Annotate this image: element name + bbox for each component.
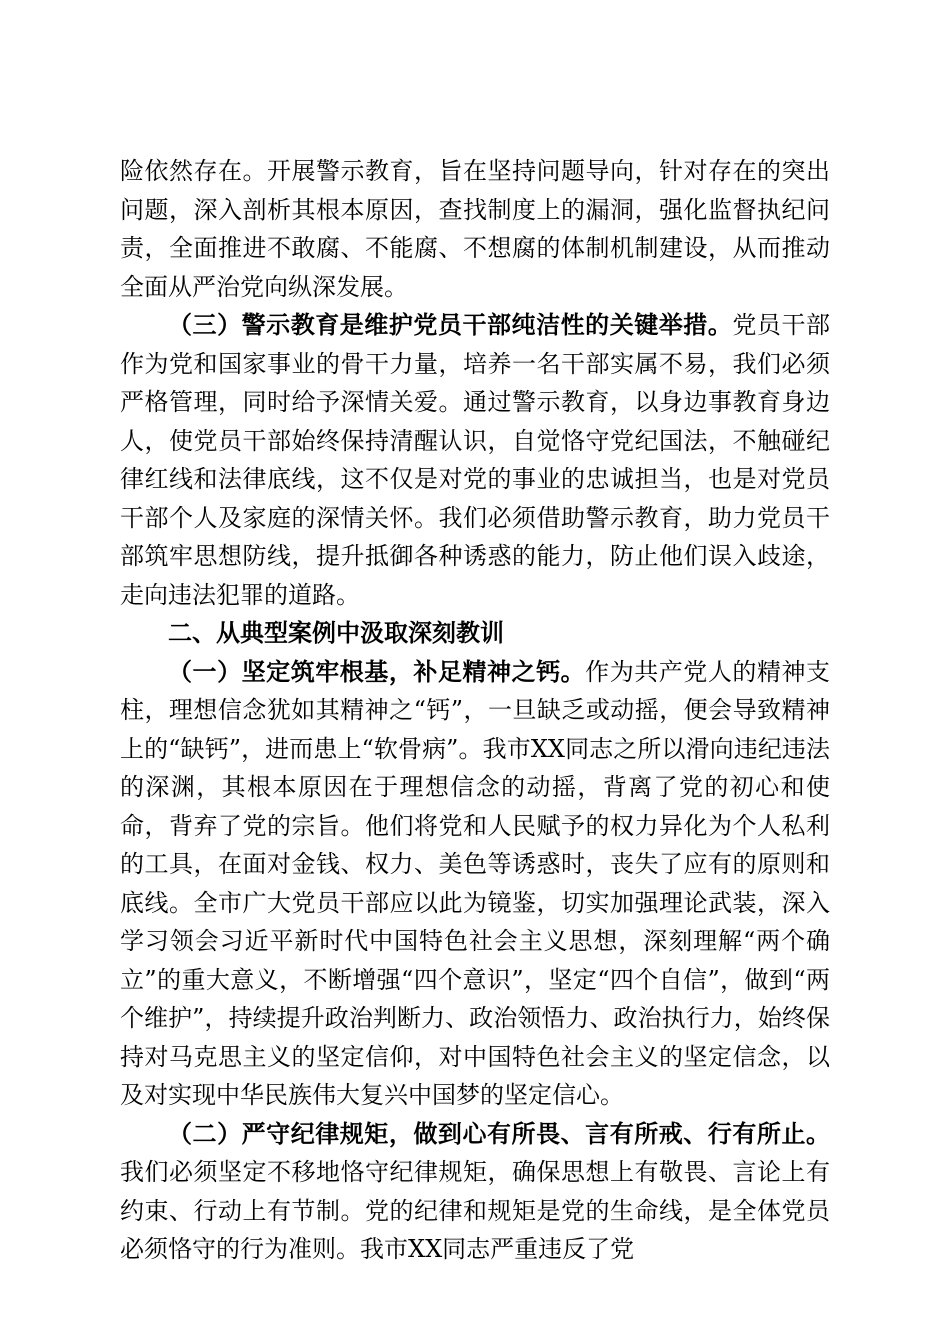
section-heading-2: 二、从典型案例中汲取深刻教训 bbox=[168, 619, 504, 647]
paragraph-text: 险依然存在。开展警示教育，旨在坚持问题导向，针对存在的突出问题，深入剖析其根本原因，查找制度上的漏洞，强化监督执纪问责，全面推进不敢腐、不能腐、不想腐的体制机制建设，从而推动全面从严治党向纵深发展。 bbox=[120, 157, 830, 301]
paragraph-text: 作为共产党人的精神支柱，理想信念犹如其精神之“钙”，一旦缺乏或动摇，便会导致精神上的“缺钙”，进而患上“软骨病”。我市XX同志之所以滑向违纪违法的深渊，其根本原因在于理想信念的动摇，背离了党的初心和使命，背弃了党的宗旨。他们将党和人民赋予的权力异化为个人私利的工具，在面对金钱、权力、美色等诱惑时，丧失了应有的原则和底线。全市广大党员干部应以此为镜鉴，切实加强理论武装，深入学习领会习近平新时代中国特色社会主义思想，深刻理解“两个确立”的重大意义，不断增强“四个意识”，坚定“四个自信”，做到“两个维护”，持续提升政治判断力、政治领悟力、政治执行力，始终保持对马克思主义的坚定信仰，对中国特色社会主义的坚定信念，以及对实现中华民族伟大复兴中国梦的坚定信心。 bbox=[120, 657, 831, 1109]
paragraph-lead: （二）严守纪律规矩，做到心有所畏、言有所戒、行有所止。 bbox=[168, 1118, 830, 1148]
paragraph-text: 我们必须坚定不移地恪守纪律规矩，确保思想上有敬畏、言论上有约束、行动上有节制。党的纪律和规矩是党的生命线，是全体党员必须恪守的行为准则。我市XX同志严重违反了党 bbox=[120, 1158, 830, 1263]
paragraph-subsection-1 bbox=[120, 653, 830, 1115]
paragraph-section-3 bbox=[120, 306, 830, 614]
paragraph-text: 党员干部作为党和国家事业的骨干力量，培养一名干部实属不易，我们必须严格管理，同时给予深情关爱。通过警示教育，以身边事教育身边人，使党员干部始终保持清醒认识，自觉恪守党纪国法，不触碰纪律红线和法律底线，这不仅是对党的事业的忠诚担当，也是对党员干部个人及家庭的深情关怀。我们必须借助警示教育，助力党员干部筑牢思想防线，提升抵御各种诱惑的能力，防止他们误入歧途，走向违法犯罪的道路。 bbox=[120, 311, 831, 609]
paragraph-lead: （一）坚定筑牢根基，补足精神之钙。 bbox=[168, 656, 586, 686]
paragraph-lead: （三）警示教育是维护党员干部纯洁性的关键举措。 bbox=[168, 310, 733, 339]
paragraph-subsection-2 bbox=[120, 1115, 830, 1269]
paragraph-continuation bbox=[120, 152, 830, 306]
document-page bbox=[120, 152, 830, 1269]
